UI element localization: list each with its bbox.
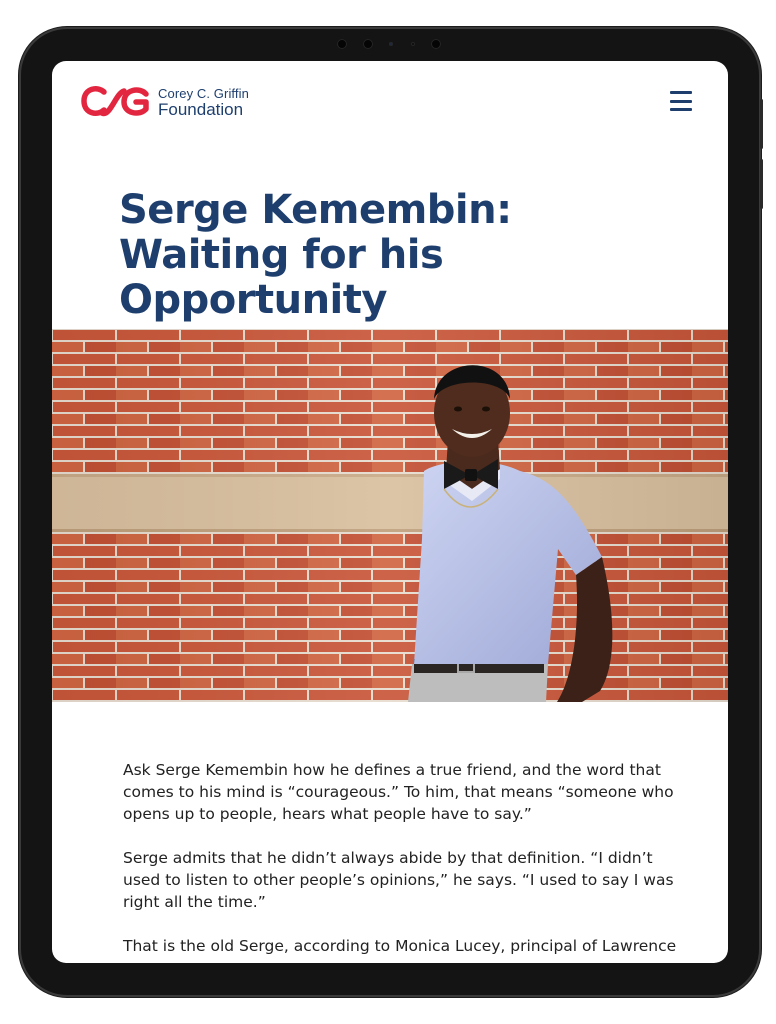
article-body: [123, 759, 683, 963]
menu-bar: [670, 108, 692, 111]
front-camera-lens: [389, 42, 393, 46]
hamburger-menu-icon[interactable]: [670, 91, 692, 111]
title-area: [119, 188, 679, 351]
logo-text: [158, 87, 249, 120]
hero-photo: [52, 329, 728, 702]
menu-bar: [670, 100, 692, 103]
page-title: Serge Kemembin: Waiting for his Opportunity: [119, 187, 512, 323]
sensor-dot: [411, 42, 415, 46]
menu-bar: [670, 91, 692, 94]
browser-viewport: [52, 61, 728, 963]
device-side-button: [760, 159, 763, 209]
camera-bar: [21, 37, 759, 51]
sensor-dot: [337, 39, 347, 49]
site-header: [52, 61, 728, 141]
sensor-dot: [431, 39, 441, 49]
logo-foundation: Foundation: [158, 99, 244, 119]
logo-name: Corey C. Griffin: [158, 85, 249, 101]
hero-image: [52, 329, 728, 702]
cg-logo-mark-icon: [80, 83, 150, 123]
foundation-logo[interactable]: [80, 83, 249, 123]
sensor-dot: [363, 39, 373, 49]
article-paragraph: Serge admits that he didn’t always abide by that definition. “I didn’t used to listen to other people’s opinions,” he says. “I used to say I was right all the time.”: [123, 849, 674, 911]
device-side-button: [760, 99, 763, 149]
article-paragraph: Ask Serge Kemembin how he defines a true friend, and the word that comes to his mind is “courageous.” To him, that means “someone who opens up to people, hears what people have to say.”: [123, 761, 674, 823]
article-paragraph: That is the old Serge, according to Monica Lucey, principal of Lawrence: [123, 937, 677, 955]
